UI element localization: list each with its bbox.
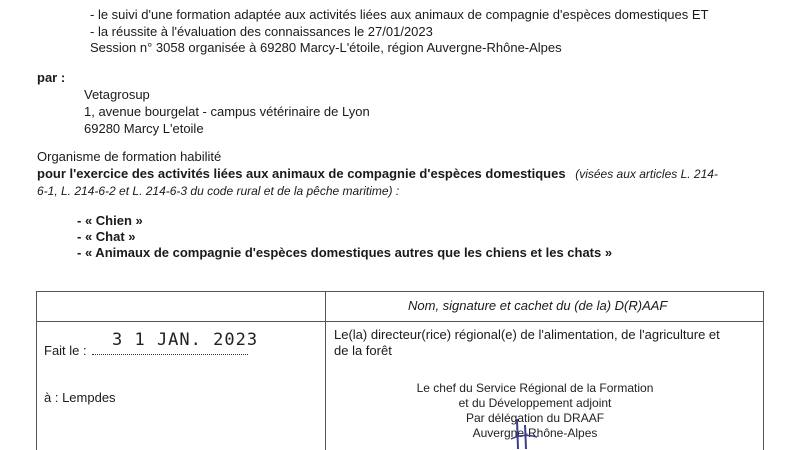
- stamp-line-2: et du Développement adjoint: [458, 396, 612, 410]
- activity-bold: pour l'exercice des activités liées aux animaux de compagnie d'espèces domestiques: [37, 166, 566, 181]
- date-dotted-line: [92, 353, 248, 355]
- category-chien: - « Chien »: [77, 213, 143, 228]
- director-title-1: Le(la) directeur(rice) régional(e) de l'alimentation, de l'agriculture et: [334, 327, 720, 342]
- table-top-rule: [36, 291, 764, 292]
- list-line-1: - le suivi d'une formation adaptée aux activités liées aux animaux de compagnie d'espèces domestiques ET: [90, 7, 709, 22]
- fait-le-label: Fait le :: [44, 343, 87, 358]
- signature-mark: [505, 415, 545, 450]
- category-chat: - « Chat »: [77, 229, 136, 244]
- par-label: par :: [37, 70, 66, 85]
- date-stamp: 3 1 JAN. 2023: [112, 330, 259, 350]
- table-header-rule: [36, 321, 764, 322]
- place-label: à : Lempdes: [44, 390, 116, 405]
- category-autres: - « Animaux de compagnie d'espèces domestiques autres que les chiens et les chats »: [77, 245, 613, 260]
- articles-ref-2: 6-1, L. 214-6-2 et L. 214-6-3 du code rural et de la pêche maritime) :: [37, 184, 400, 198]
- list-line-2: - la réussite à l'évaluation des connaissances le 27/01/2023: [90, 24, 433, 39]
- stamp-line-1: Le chef du Service Régional de la Formation: [416, 381, 654, 395]
- stamp-line-3: Par délégation du DRAAF: [465, 411, 605, 425]
- org-address-1: 1, avenue bourgelat - campus vétérinaire de Lyon: [84, 104, 370, 119]
- articles-ref-1: (visées aux articles L. 214-: [575, 167, 718, 181]
- signature-header: Nom, signature et cachet du (de la) D(R)AAF: [408, 298, 668, 313]
- director-title-2: de la forêt: [334, 343, 392, 358]
- activity-line: [37, 166, 718, 182]
- habilite-line: Organisme de formation habilité: [37, 149, 222, 164]
- org-address-2: 69280 Marcy L'etoile: [84, 121, 204, 136]
- table-left-rule: [36, 291, 37, 450]
- table-right-rule: [763, 291, 764, 450]
- session-line: Session n° 3058 organisée à 69280 Marcy-L'étoile, région Auvergne-Rhône-Alpes: [90, 40, 562, 55]
- table-mid-rule: [325, 291, 326, 450]
- org-name: Vetagrosup: [84, 87, 150, 102]
- stamp-line-4: Auvergne-Rhône-Alpes: [472, 426, 598, 440]
